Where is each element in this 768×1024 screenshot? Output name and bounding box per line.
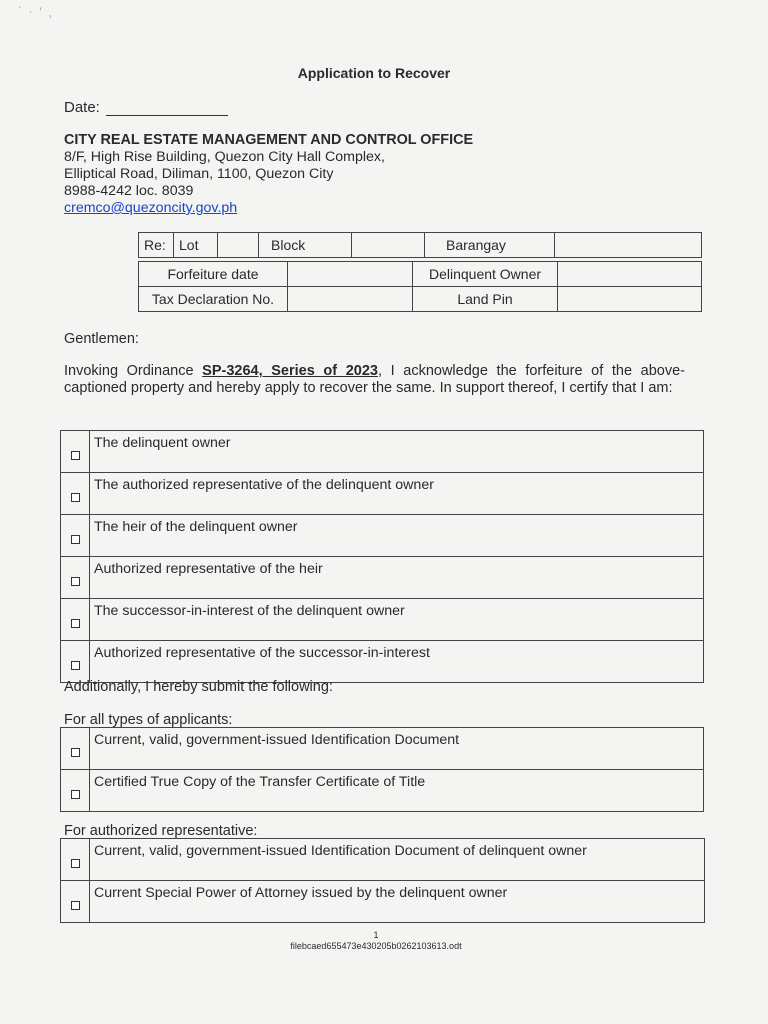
checklist-item-label: The successor-in-interest of the delinquent owner — [90, 599, 704, 641]
checkbox-government-id[interactable] — [71, 748, 80, 757]
file-identifier: filebcaed655473e430205b0262103613.odt — [290, 941, 462, 951]
checklist-row — [61, 770, 704, 812]
all-applicants-heading: For all types of applicants: — [64, 712, 233, 728]
checklist-row — [61, 473, 704, 515]
office-name: CITY REAL ESTATE MANAGEMENT AND CONTROL OFFICE — [64, 132, 474, 148]
document-title: Application to Recover — [297, 65, 451, 81]
date-label: Date: — [64, 99, 100, 116]
page-number: 1 — [373, 930, 379, 940]
checklist-row — [61, 515, 704, 557]
authorized-rep-checklist — [60, 838, 705, 923]
checklist-row — [61, 881, 705, 923]
delinquent-owner-label: Delinquent Owner — [413, 262, 558, 287]
applicant-type-checklist — [60, 430, 704, 683]
checklist-item-label: Current, valid, government-issued Identification Document of delinquent owner — [90, 839, 705, 881]
checklist-row — [61, 557, 704, 599]
office-phone: 8988-4242 loc. 8039 — [64, 183, 194, 199]
declaration-paragraph — [64, 363, 685, 397]
block-value-cell[interactable] — [352, 233, 425, 258]
re-label: Re: — [139, 233, 174, 258]
checkbox-tct-copy[interactable] — [71, 790, 80, 799]
date-field — [64, 99, 228, 116]
office-email-link[interactable]: cremco@quezoncity.gov.ph — [64, 200, 238, 216]
property-reference-table — [138, 232, 702, 258]
office-address-line-2: Elliptical Road, Diliman, 1100, Quezon City — [64, 166, 334, 182]
checklist-item-label: Authorized representative of the successor-in-interest — [90, 641, 704, 683]
all-applicants-checklist — [60, 727, 704, 812]
salutation: Gentlemen: — [64, 331, 139, 347]
checklist-item-label: Authorized representative of the heir — [90, 557, 704, 599]
checklist-row — [61, 431, 704, 473]
lot-value-cell[interactable] — [218, 233, 259, 258]
additional-submissions-text: Additionally, I hereby submit the following: — [64, 679, 333, 695]
checkbox-successor-in-interest[interactable] — [71, 619, 80, 628]
delinquent-owner-cell[interactable] — [558, 262, 702, 287]
lot-label: Lot — [174, 233, 218, 258]
checklist-item-label: Current Special Power of Attorney issued by the delinquent owner — [90, 881, 705, 923]
office-address-line-1: 8/F, High Rise Building, Quezon City Hall Complex, — [64, 149, 385, 165]
checklist-item-label: Certified True Copy of the Transfer Certificate of Title — [90, 770, 704, 812]
ordinance-reference: SP-3264, Series of 2023 — [202, 363, 378, 379]
checkbox-special-power-of-attorney[interactable] — [71, 901, 80, 910]
forfeiture-date-cell[interactable] — [288, 262, 413, 287]
forfeiture-date-label: Forfeiture date — [139, 262, 288, 287]
checkbox-owner-government-id[interactable] — [71, 859, 80, 868]
date-input-line[interactable] — [106, 101, 228, 116]
paragraph-intro: Invoking Ordinance — [64, 363, 203, 379]
checkbox-authorized-rep-successor[interactable] — [71, 661, 80, 670]
barangay-label: Barangay — [425, 233, 555, 258]
checkbox-delinquent-owner[interactable] — [71, 451, 80, 460]
office-address-block — [64, 132, 473, 217]
checklist-item-label: Current, valid, government-issued Identification Document — [90, 728, 704, 770]
checklist-row — [61, 641, 704, 683]
checkbox-authorized-rep-owner[interactable] — [71, 493, 80, 502]
checklist-item-label: The authorized representative of the delinquent owner — [90, 473, 704, 515]
property-info-table — [138, 261, 702, 312]
checkbox-authorized-rep-heir[interactable] — [71, 577, 80, 586]
checklist-item-label: The heir of the delinquent owner — [90, 515, 704, 557]
authorized-rep-heading: For authorized representative: — [64, 823, 258, 839]
checklist-row — [61, 839, 705, 881]
checklist-row — [61, 728, 704, 770]
checklist-item-label: The delinquent owner — [90, 431, 704, 473]
scan-marks: ´ · ′ ¸ — [18, 6, 55, 18]
barangay-value-cell[interactable] — [555, 233, 702, 258]
block-label: Block — [259, 233, 352, 258]
land-pin-cell[interactable] — [558, 287, 702, 312]
tax-declaration-label: Tax Declaration No. — [139, 287, 288, 312]
checkbox-heir[interactable] — [71, 535, 80, 544]
paragraph-body: , I acknowledge the forfeiture of the above-captioned property and hereby apply to recover the same. In support thereof, I certify that I am: — [64, 363, 685, 396]
checklist-row — [61, 599, 704, 641]
tax-declaration-cell[interactable] — [288, 287, 413, 312]
land-pin-label: Land Pin — [413, 287, 558, 312]
